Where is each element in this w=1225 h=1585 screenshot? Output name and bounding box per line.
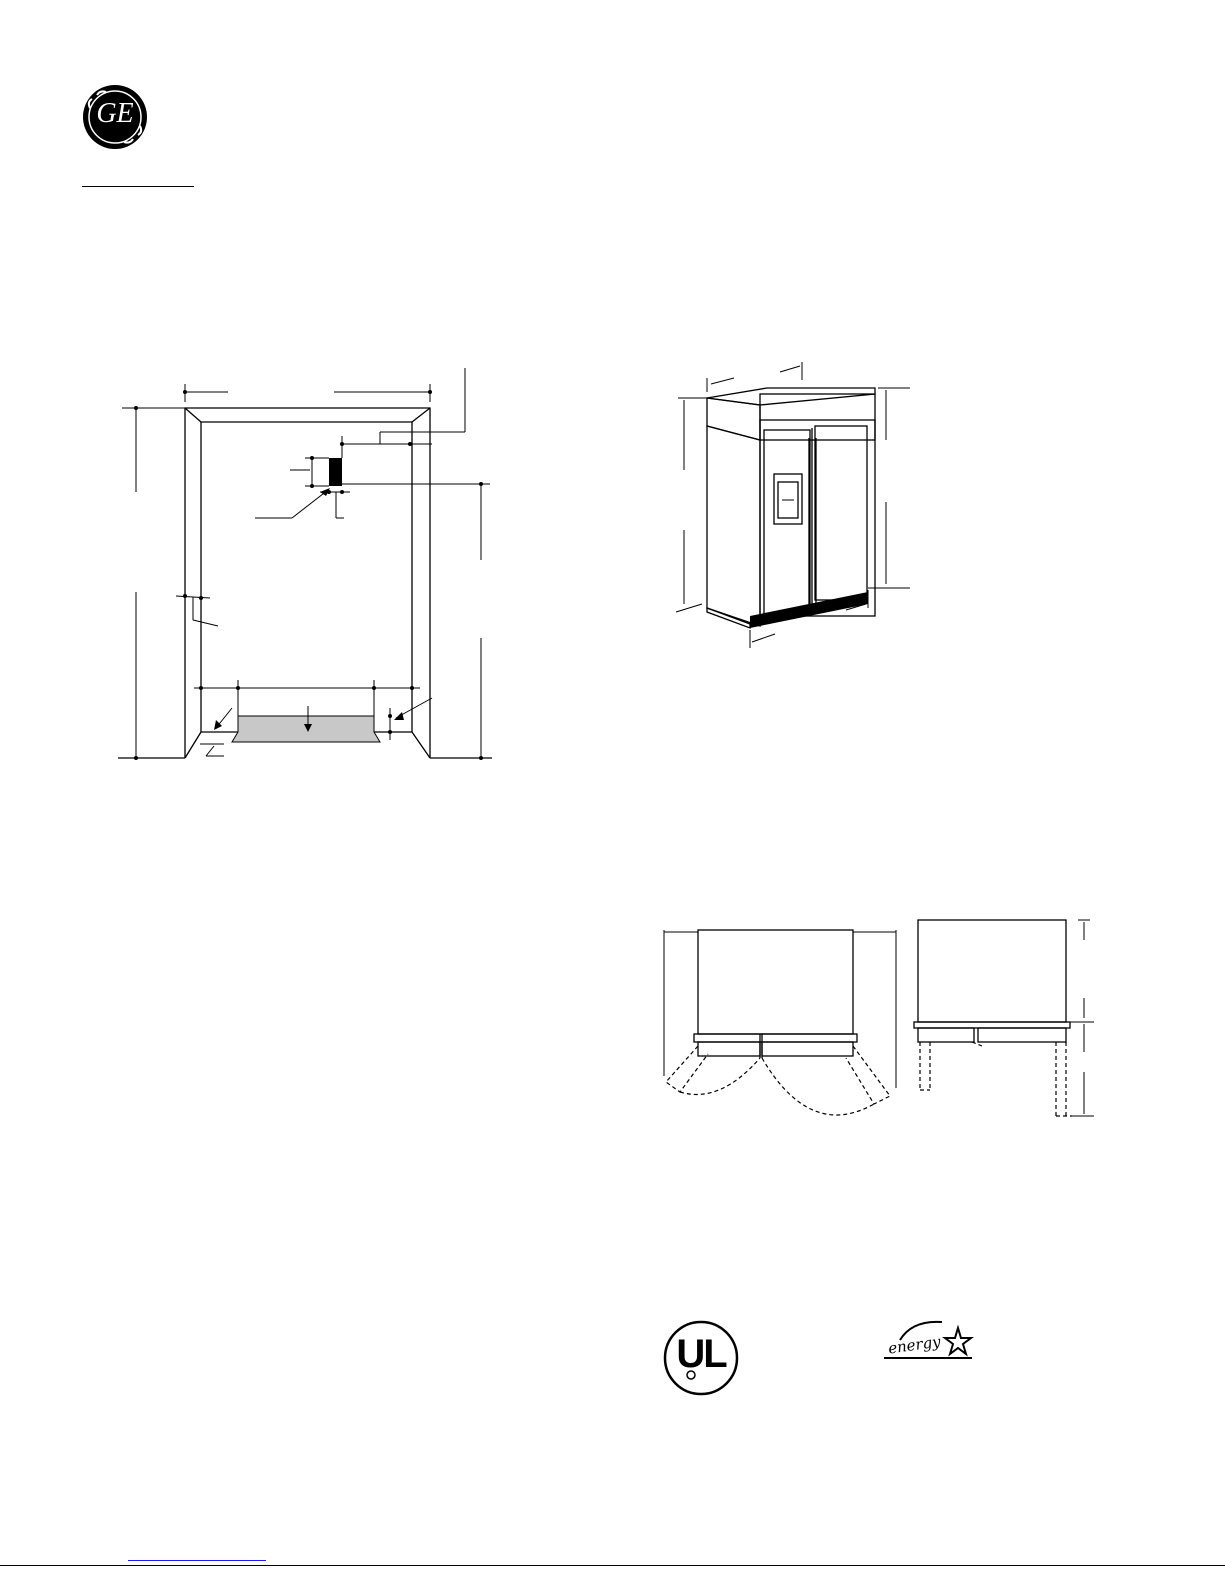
ul-logo-text: UL [676,1332,726,1376]
ge-logo-text: GE [96,98,134,129]
energy-star-logo [882,1316,974,1364]
footer-link-underline[interactable] [128,1560,266,1561]
ul-logo [663,1320,739,1396]
footer-rule [0,1565,1225,1566]
energy-logo-text: energy [887,1332,942,1358]
